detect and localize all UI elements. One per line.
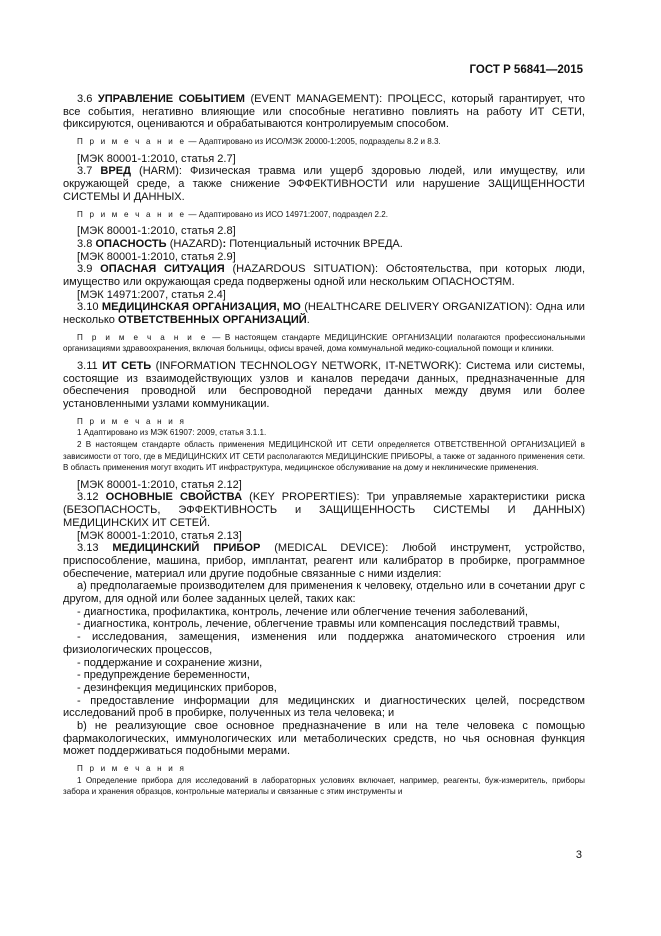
definition: (MEDICAL DEVICE): Любой инструмент, устройство, приспособление, машина, прибор, имплантат, реагент или калибратор в пробирке, программное обеспечение, материал или другие подобные связанные с ними изделия:	[63, 542, 586, 580]
definition-english: (HAZARD)	[166, 237, 223, 250]
note	[63, 136, 585, 148]
note-text: — Адаптировано из ИСО 14971:2007, подраздел 2.2.	[186, 209, 388, 219]
clause-number: 3.9	[77, 263, 93, 276]
clause-number: 3.7	[77, 165, 93, 178]
term: МЕДИЦИНСКИЙ ПРИБОР	[112, 542, 261, 555]
clause-3-10	[63, 301, 585, 326]
definition: Потенциальный источник ВРЕДА.	[226, 237, 403, 250]
clause-3-8	[63, 238, 585, 251]
term: ВРЕД	[100, 165, 131, 178]
reference: [МЭК 80001-1:2010, статья 2.8]	[77, 225, 236, 238]
note	[63, 209, 585, 221]
reference: [МЭК 80001-1:2010, статья 2.7]	[77, 152, 236, 165]
notes-label: П р и м е ч а н и я	[77, 416, 187, 426]
clause-3-13	[63, 542, 585, 580]
clause-3-9	[63, 263, 585, 288]
clause-3-11	[63, 360, 585, 411]
note-label: П р и м е ч а н и е	[77, 332, 208, 342]
clause-number: 3.8	[77, 237, 93, 250]
document-code: ГОСТ Р 56841—2015	[469, 64, 583, 76]
definition-end: .	[306, 314, 310, 327]
definition: (INFORMATION TECHNOLOGY NETWORK, IT-NETWORK): Система или системы, состоящие из взаимодействующих узлов и каналов передачи данных, предназначенные для обеспечения проводной или беспроводной передачи данных между двумя или более установленными узлами коммуникации.	[63, 359, 585, 411]
term: ИТ СЕТЬ	[102, 359, 152, 372]
definition: (HEALTHCARE DELIVERY ORGANIZATION): Одна или несколько	[63, 301, 585, 327]
term: МЕДИЦИНСКАЯ ОРГАНИЗАЦИЯ, МО	[101, 301, 301, 314]
term: ОСНОВНЫЕ СВОЙСТВА	[105, 491, 243, 504]
notes-label: П р и м е ч а н и я	[77, 764, 187, 774]
bullet-item: - предупреждение беременности,	[77, 669, 250, 682]
term: ОПАСНОСТЬ	[95, 237, 167, 250]
note-label: П р и м е ч а н и е	[77, 137, 187, 147]
list-item-a: а) предполагаемые производителем для применения к человеку, отдельно или в сочетании друг с другом, для одной или более заданных целей, таких как:	[63, 580, 585, 606]
note-item: 2 В настоящем стандарте область применения МЕДИЦИНСКОЙ ИТ СЕТИ определяется ОТВЕТСТВЕННОЙ ОРГАНИЗАЦИЕЙ в зависимости от того, где в МЕДИЦИНСКИХ ИТ СЕТИ располагаются МЕДИЦИНСКИЕ ПРИБОРЫ, а также от заданного применения сети. В область применения могут входить ИТ инфраструктура, медицинское обслуживание на дому и неклинические применения.	[63, 439, 585, 473]
note-text: — Адаптировано из ИСО/МЭК 20000-1:2005, подразделы 8.2 и 8.3.	[186, 137, 441, 147]
note-label: П р и м е ч а н и е	[77, 209, 187, 219]
reference: [МЭК 80001-1:2010, статья 2.12]	[77, 478, 242, 491]
term: УПРАВЛЕНИЕ СОБЫТИЕМ	[97, 93, 245, 105]
note-item: 1 Определение прибора для исследований в лабораторных условиях включает, например, реагенты, буж-измеритель, приборы забора и хранения образцов, контрольные материалы и связанные с этим инструменты и	[63, 775, 585, 797]
document-body	[63, 93, 585, 798]
clause-number: 3.11	[77, 359, 98, 372]
reference: [МЭК 80001-1:2010, статья 2.13]	[77, 529, 242, 542]
clause-number: 3.6	[77, 93, 93, 105]
definition: (EVENT MANAGEMENT): ПРОЦЕСС, который гарантирует, что все события, негативно влияющие или способные негативно повлиять на работу ИТ СЕТИ, фиксируются, оцениваются и обрабатываются контролируемым способом.	[63, 93, 586, 131]
bullet-item: - поддержание и сохранение жизни,	[77, 656, 263, 669]
clause-3-6	[63, 93, 585, 131]
bullet-item: - дезинфекция медицинских приборов,	[77, 681, 277, 694]
reference: [МЭК 80001-1:2010, статья 2.9]	[77, 250, 236, 263]
definition: (HAZARDOUS SITUATION): Обстоятельства, при которых люди, имущество или окружающая среда подвержены одной или нескольким ОПАСНОСТЯМ.	[63, 263, 586, 288]
bullet-item: - предоставление информации для медицинских и диагностических целей, посредством исследований проб в пробирке, полученных из тела человека; и	[63, 694, 585, 720]
list-item-b: b) не реализующие свое основное предназначение в или на теле человека с помощью фармакологических, иммунологических или метаболических средств, но чья основная функция может поддерживаться подобными мерами.	[63, 720, 585, 758]
definition-term: ОТВЕТСТВЕННЫХ ОРГАНИЗАЦИЙ	[118, 314, 307, 327]
definition: (KEY PROPERTIES): Три управляемые характеристики риска (БЕЗОПАСНОСТЬ, ЭФФЕКТИВНОСТЬ и ЗАЩИЩЕННОСТЬ СИСТЕМЫ И ДАННЫХ) МЕДИЦИНСКИХ ИТ СЕТЕЙ.	[63, 491, 585, 529]
clause-number: 3.13	[77, 542, 99, 555]
reference: [МЭК 14971:2007, статья 2.4]	[77, 288, 226, 301]
page-number: 3	[575, 849, 582, 861]
clause-3-12	[63, 491, 585, 529]
clause-number: 3.12	[77, 491, 99, 504]
definition: (HARM): Физическая травма или ущерб здоровью людей, или имуществу, или окружающей среде, а также снижение ЭФФЕКТИВНОСТИ или нарушение ЗАЩИЩЕННОСТИ СИСТЕМЫ И ДАННЫХ.	[63, 165, 585, 203]
bullet-item: - диагностика, профилактика, контроль, лечение или облегчение течения заболеваний,	[77, 605, 529, 618]
clause-number: 3.10	[77, 301, 99, 314]
clause-3-7	[63, 165, 585, 203]
bullet-item: - исследования, замещения, изменения или поддержка анатомического строения или физиологических процессов,	[63, 631, 585, 656]
note-text: — В настоящем стандарте МЕДИЦИНСКИЕ ОРГАНИЗАЦИИ полагаются профессиональными организациями здравоохранения, включая больницы, офисы врачей, дома коммунальной медико-социальной помощи и клиники.	[63, 332, 585, 354]
note	[63, 332, 585, 355]
term: ОПАСНАЯ СИТУАЦИЯ	[100, 263, 225, 276]
bullet-item: - диагностика, контроль, лечение, облегчение травмы или компенсация последствий травмы,	[77, 618, 560, 631]
definition-colon: :	[222, 237, 227, 250]
note-item: 1 Адаптировано из МЭК 61907: 2009, статья 3.1.1.	[77, 428, 267, 438]
